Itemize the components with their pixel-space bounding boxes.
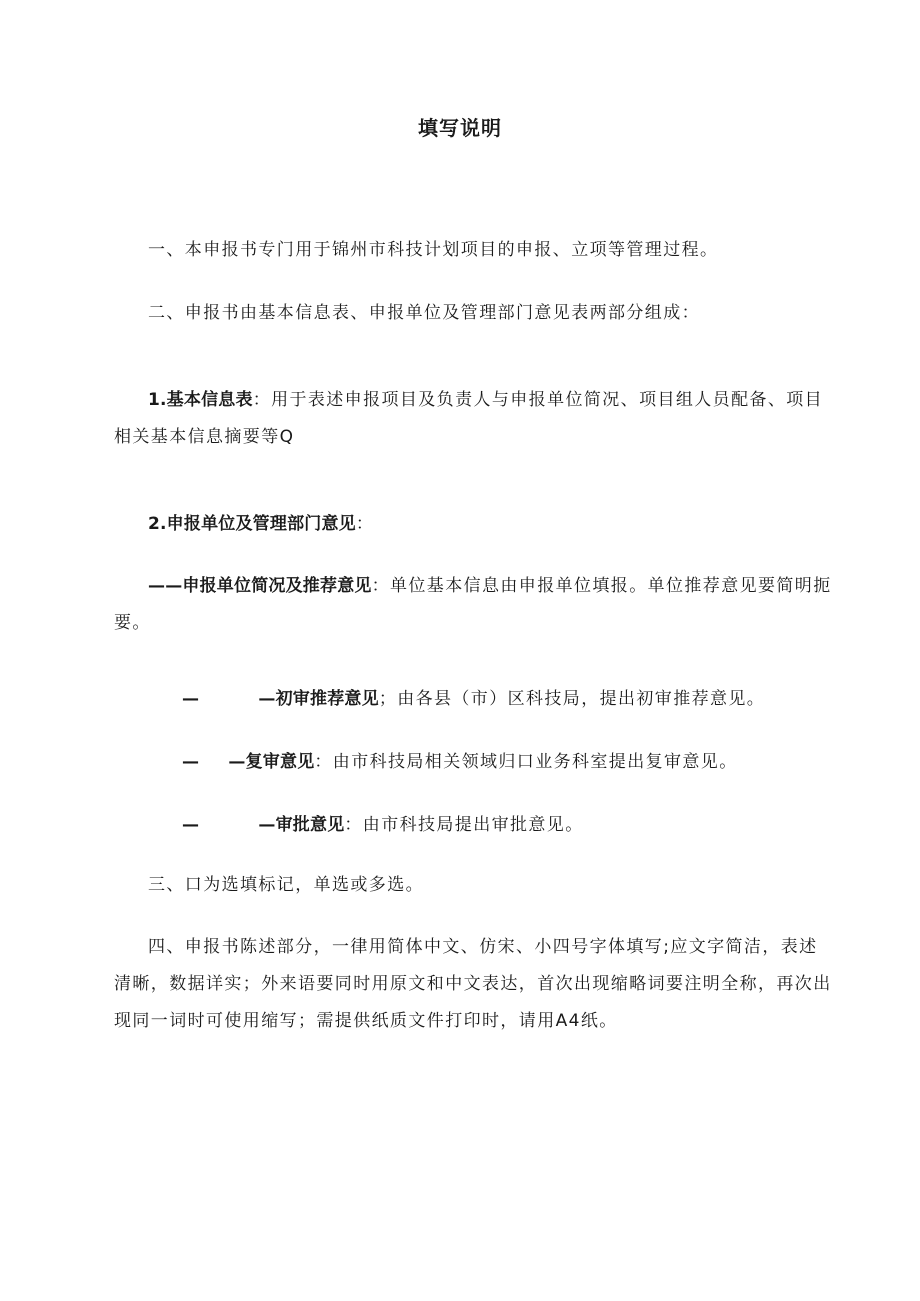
paragraph-basic-info — [114, 382, 834, 456]
paragraph-approval — [114, 807, 834, 844]
basic-info-text: ：用于表述申报项目及负责人与申报单位简况、项目组人员配备、项目相关基本信息摘要等Q — [114, 390, 824, 447]
unit-summary-label: ——申报单位简况及推荐意见 — [148, 576, 372, 596]
paragraph-4: 四、申报书陈述部分，一律用简体中文、仿宋、小四号字体填写;应文字简洁，表述清晰，数据详实；外来语要同时用原文和中文表达，首次出现缩略词要注明全称，再次出现同一词时可使用缩写；需提供纸质文件打印时，请用A4纸。 — [114, 937, 832, 1031]
initial-review-label: —初审推荐意见 — [258, 689, 379, 709]
paragraph-2: 二、申报书由基本信息表、申报单位及管理部门意见表两部分组成： — [148, 303, 700, 323]
re-review-text: ：由市科技局相关领域归口业务科室提出复审意见。 — [314, 752, 738, 772]
paragraph-opinions — [114, 506, 834, 543]
initial-review-text: ；由各县（市）区科技局，提出初审推荐意见。 — [378, 689, 766, 709]
opinions-text: ： — [355, 514, 375, 534]
re-review-dash: — — [182, 752, 201, 772]
paragraph-initial-review — [114, 681, 834, 718]
approval-label: —审批意见 — [258, 815, 345, 835]
paragraph-unit-summary — [114, 568, 834, 642]
paragraph-3: 三、口为选填标记，单选或多选。 — [148, 875, 424, 895]
document-title: 填写说明 — [418, 116, 502, 140]
paragraph-re-review — [114, 744, 834, 781]
paragraph-1: 一、本申报书专门用于锦州市科技计划项目的申报、立项等管理过程。 — [148, 240, 719, 260]
basic-info-label: 1.基本信息表 — [148, 390, 253, 410]
opinions-label: 2.申报单位及管理部门意见 — [148, 514, 356, 534]
initial-review-dash: — — [182, 689, 201, 709]
approval-text: ：由市科技局提出审批意见。 — [344, 815, 584, 835]
approval-dash: — — [182, 815, 201, 835]
re-review-label: —复审意见 — [228, 752, 315, 772]
unit-summary-text: ：单位基本信息由申报单位填报。单位推荐意见要简明扼要。 — [114, 576, 832, 633]
